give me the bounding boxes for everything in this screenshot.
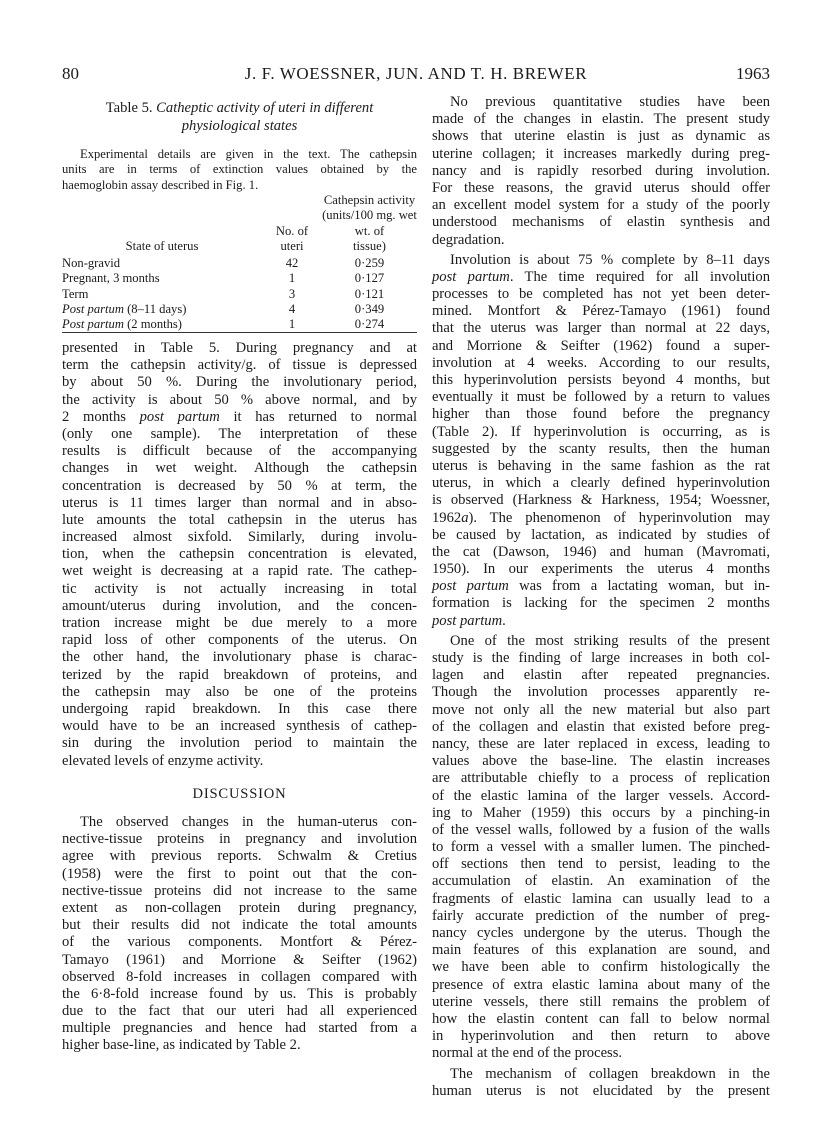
text-line: the activity is about 50 % above normal, and by: [62, 391, 417, 408]
text-line: the other hand, the involutionary phase is charac-: [62, 649, 417, 666]
running-title: J. F. WOESSNER, JUN. AND T. H. BREWER: [244, 64, 588, 83]
text-line: lute amounts the total cathepsin in the uterus has: [62, 511, 417, 528]
text-line: are attributable chiefly to a process of replication: [432, 770, 770, 787]
text-line: post partum.: [432, 612, 506, 629]
text-line: concentration is decreased by 50 % at term, the: [62, 477, 417, 494]
text-line: lagen and elastin after repeated pregnancies.: [432, 667, 770, 684]
text-line: human uterus is not elucidated by the present: [432, 1082, 770, 1099]
col-count-header-line: uteri: [280, 238, 304, 253]
left-column-body: [62, 340, 417, 773]
text-line: due to the fact that our uteri had all experienced: [62, 1003, 417, 1020]
text-line: be caused by lactation, as indicated by studies of: [432, 526, 770, 543]
text-line: of the elastic lamina of the larger vessels. Accord-: [432, 787, 770, 804]
text-line: uterine vessels, there still remains the problem of: [432, 993, 770, 1010]
col-state-header: State of uterus: [125, 238, 199, 253]
cell-activity: 0·121: [354, 286, 385, 301]
text-line: agree with previous reports. Schwalm & Cretius: [62, 848, 417, 865]
text-line: amount/uterus during involution, and the concen-: [62, 597, 417, 614]
paragraph: [432, 94, 770, 249]
text-line: Though the involution processes apparently re-: [432, 684, 770, 701]
col-activity-header-line: tissue): [353, 238, 386, 253]
text-line: of the collagen and elastin that existed before preg-: [432, 718, 770, 735]
paragraph: [432, 252, 770, 630]
text-line: is observed (Harkness & Harkness, 1954; Woessner,: [432, 492, 770, 509]
col-activity-header-line: (units/100 mg. wet: [322, 208, 417, 223]
paragraph: [432, 1066, 770, 1100]
paragraph: [62, 814, 417, 1055]
col-activity-header-line: Cathepsin activity: [323, 193, 416, 207]
text-line: eventually it must be followed by a return to values: [432, 389, 770, 406]
text-line: term the cathepsin activity/g. of tissue is depressed: [62, 357, 417, 374]
text-line: presence of extra elastic lamina about many of the: [432, 976, 770, 993]
text-line: this hyperinvolution persists beyond 4 months, but: [432, 372, 770, 388]
text-line: normal at the end of the process.: [432, 1045, 623, 1062]
col-activity-header-line: wt. of: [354, 223, 385, 238]
text-line: fragments of elastic lamina can usually lead to a: [432, 890, 770, 907]
table-note-line: units are in terms of extinction values obtained by the: [62, 162, 417, 177]
text-line: For these reasons, the gravid uterus should offer: [432, 179, 770, 196]
table-rule: [62, 332, 417, 333]
text-line: involution at 4 weeks. According to our results,: [432, 354, 770, 371]
table-label: Table 5.: [105, 100, 153, 116]
text-line: Involution is about 75 % complete by 8–11 days: [450, 251, 770, 268]
year: 1963: [736, 64, 770, 83]
text-line: wet weight is decreasing at a rapid rate. The cathep-: [62, 563, 417, 580]
cell-state: Post partum (2 months): [62, 317, 183, 332]
section-heading-discussion: DISCUSSION: [192, 786, 287, 802]
text-line: would have to be an increased synthesis of cathep-: [62, 718, 417, 735]
text-line: uterus is 11 times larger than normal and in abso-: [62, 494, 417, 511]
text-line: Tamayo (1961) and Morrione & Seifter (1962): [62, 951, 417, 968]
text-line: main features of this explanation are sound, and: [432, 942, 770, 959]
text-line: accumulation of elastin. An examination of the: [432, 873, 770, 890]
text-line: observed 8-fold increases in collagen compared with: [62, 968, 417, 985]
text-line: the cat (Dawson, 1946) and human (Mavromati,: [432, 543, 770, 560]
text-line: how the elastin content can fall to below normal: [432, 1010, 770, 1027]
text-line: nective-tissue proteins did not increase to the same: [62, 882, 417, 899]
text-line: off sections then tend to persist, leading to the: [432, 856, 770, 873]
text-line: The mechanism of collagen breakdown in the: [450, 1065, 770, 1082]
text-line: (Table 2). If hyperinvolution is occurring, as is: [432, 423, 770, 440]
running-header: [62, 64, 770, 86]
table-row: [62, 302, 417, 317]
text-line: sin during the involution period to maintain the: [62, 735, 417, 752]
text-line: of the vessel walls, followed by a fusion of the walls: [432, 821, 770, 838]
text-line: uterus is behaving in the same fashion as the rat: [432, 457, 770, 474]
text-line: tic activity is not actually increasing in total: [62, 580, 417, 597]
text-line: we have been able to confirm histologically the: [432, 959, 770, 976]
text-line: increased almost sixfold. Similarly, during involu-: [62, 529, 417, 546]
text-line: One of the most striking results of the present: [450, 632, 770, 649]
text-line: values above the base-line. The elastin increases: [432, 753, 770, 770]
text-line: No previous quantitative studies have been: [450, 94, 770, 110]
cell-count: 4: [288, 302, 296, 317]
text-line: 1950). In our experiments the uterus 4 months: [432, 561, 770, 578]
table-header: [62, 193, 417, 254]
text-line: study is the finding of large increases in both col-: [432, 650, 770, 666]
table-row: [62, 287, 417, 302]
cell-state: Term: [62, 286, 89, 301]
cell-count: 1: [288, 317, 296, 332]
table-note-line: Experimental details are given in the text. The cathepsin: [80, 147, 417, 161]
table-note-line: haemoglobin assay described in Fig. 1.: [62, 177, 259, 192]
text-line: elevated levels of enzyme activity.: [62, 752, 264, 769]
text-line: tion, when the cathepsin concentration is elevated,: [62, 546, 417, 563]
text-line: 1962a). The phenomenon of hyperinvolution may: [432, 509, 770, 526]
text-line: rapid loss of other components of the uterus. On: [62, 632, 417, 649]
right-column-body: [432, 94, 770, 1103]
text-line: 2 months post partum it has returned to normal: [62, 408, 417, 425]
text-line: higher base-line, as indicated by Table 2.: [62, 1037, 301, 1054]
cell-count: 42: [285, 256, 299, 271]
text-line: formation is lacking for the specimen 2 months: [432, 595, 770, 612]
table-title: Catheptic activity of uteri in different: [156, 100, 374, 116]
text-line: multiple pregnancies and hence had started from a: [62, 1020, 417, 1037]
text-line: tration increase might be due merely to a more: [62, 615, 417, 631]
text-line: made of the changes in elastin. The present study: [432, 111, 770, 128]
cell-count: 1: [288, 271, 296, 286]
cell-activity: 0·274: [354, 317, 385, 332]
text-line: nective-tissue proteins in pregnancy and involution: [62, 831, 417, 848]
cell-count: 3: [288, 286, 296, 301]
text-line: by about 50 %. During the involutionary period,: [62, 374, 417, 391]
page-number: 80: [62, 64, 79, 83]
cell-state: Post partum (8–11 days): [62, 302, 187, 317]
text-line: post partum. The time required for all involution: [432, 268, 771, 285]
table-row: [62, 256, 417, 271]
text-line: shows that uterine elastin is just as dynamic as: [432, 128, 770, 145]
cell-state: Pregnant, 3 months: [62, 271, 160, 286]
text-line: mined. Montfort & Pérez-Tamayo (1961) found: [432, 303, 770, 320]
text-line: extent as non-collagen protein during pregnancy,: [62, 899, 417, 916]
text-line: The observed changes in the human-uterus con-: [80, 814, 417, 830]
text-line: to form a vessel with a smaller lumen. The pinched-: [432, 839, 770, 856]
cell-activity: 0·259: [354, 256, 385, 271]
text-line: that the uterus was larger than normal at 22 days,: [432, 320, 770, 337]
text-line: processes to be completed has not yet been deter-: [432, 286, 770, 303]
text-line: (only one sample). The interpretation of these: [62, 425, 417, 442]
text-line: presented in Table 5. During pregnancy and at: [62, 340, 417, 356]
text-line: nancy cycles undergone by the uterus. Though the: [432, 925, 770, 941]
table-body: [62, 256, 417, 332]
paragraph: [62, 340, 417, 770]
text-line: ing to Maher (1959) this occurs by a pinching-in: [432, 804, 770, 821]
text-line: results is difficult because of the accompanying: [62, 443, 417, 460]
text-line: nancy and is rapidly resorbed during involution.: [432, 162, 770, 179]
discussion-body: [62, 814, 417, 1058]
table-caption: [62, 100, 417, 135]
text-line: fairly accurate prediction of the number of preg-: [432, 907, 770, 924]
text-line: understood mechanisms of elastin synthesis and: [432, 214, 770, 231]
text-line: post partum was from a lactating woman, but in-: [432, 578, 771, 595]
text-line: of the various components. Montfort & Pérez-: [62, 934, 417, 951]
text-line: higher than those found before the pregnancy: [432, 406, 770, 423]
text-line: an excellent model system for a study of the poorly: [432, 197, 770, 214]
cell-activity: 0·349: [354, 302, 385, 317]
text-line: the 6·8-fold increase found by us. This is probably: [62, 985, 417, 1002]
text-line: (1958) were the first to point out that the con-: [62, 865, 417, 882]
text-line: changes in wet weight. Although the cathepsin: [62, 460, 417, 477]
text-line: uterine collagen; it increases markedly during preg-: [432, 145, 770, 162]
text-line: uterus, in which a clearly defined hyperinvolution: [432, 475, 770, 492]
text-line: move not only all the new material but also part: [432, 701, 770, 718]
text-line: degradation.: [432, 231, 505, 248]
col-activity-header: [322, 193, 417, 254]
text-line: nancy, these are later replaced in excess, leading to: [432, 735, 770, 752]
text-line: but their results did not indicate the total amounts: [62, 917, 417, 934]
col-count-header: [262, 224, 322, 255]
text-line: terized by the rapid breakdown of proteins, and: [62, 666, 417, 683]
paragraph: [432, 633, 770, 1063]
table-note: [62, 147, 417, 193]
table-title-cont: physiological states: [181, 117, 298, 134]
cell-activity: 0·127: [354, 271, 385, 286]
table-row: [62, 317, 417, 332]
text-line: undergoing rapid breakdown. In this case there: [62, 700, 417, 717]
text-line: suggested by the scanty results, then the human: [432, 440, 770, 457]
table-5: [62, 193, 417, 333]
text-line: the cathepsin may also be one of the proteins: [62, 683, 417, 700]
col-count-header-line: No. of: [275, 223, 309, 238]
table-row: [62, 271, 417, 286]
text-line: and Morrione & Seifter (1962) found a super-: [432, 337, 770, 354]
cell-state: Non-gravid: [62, 256, 121, 271]
text-line: in hyperinvolution and then return to above: [432, 1028, 770, 1045]
